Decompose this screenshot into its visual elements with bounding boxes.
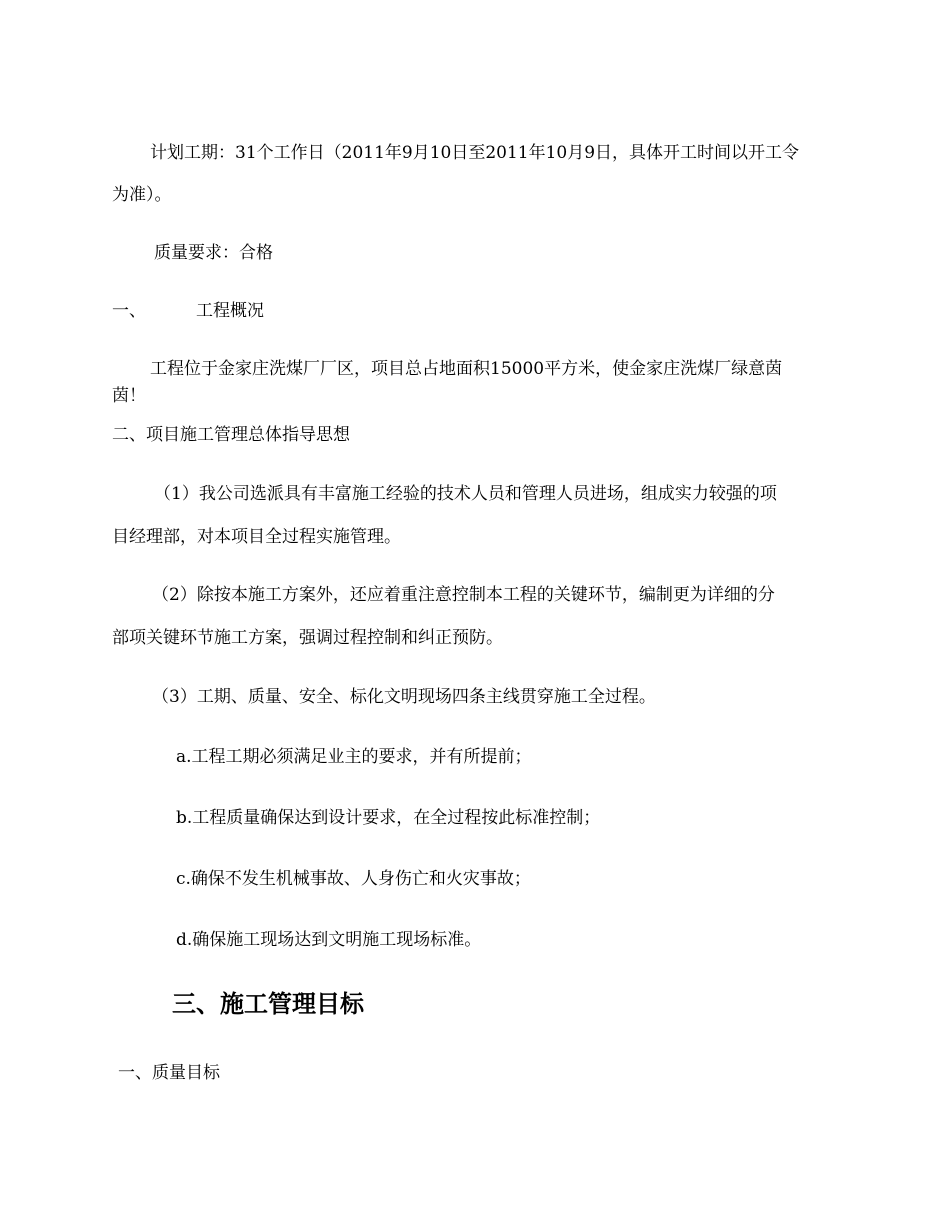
schedule-line-2: 为准）。 <box>112 185 172 205</box>
overview-line-2: 茵！ <box>112 386 146 406</box>
overview-line-1: 工程位于金家庄洗煤厂厂区，项目总占地面积15000平方米，使金家庄洗煤厂绿意茵 <box>150 359 783 379</box>
subsection-quality-target: 一、质量目标 <box>118 1063 220 1083</box>
section-3-heading: 三、施工管理目标 <box>172 989 364 1018</box>
sub-item-b: b.工程质量确保达到设计要求，在全过程按此标准控制； <box>176 808 601 828</box>
section-1-number: 一、 <box>112 301 146 321</box>
item-2-line-2: 部项关键环节施工方案，强调过程控制和纠正预防。 <box>112 628 503 648</box>
section-2-heading: 二、项目施工管理总体指导思想 <box>112 425 350 445</box>
item-3: （3）工期、质量、安全、标化文明现场四条主线贯穿施工全过程。 <box>152 687 656 707</box>
quality-requirement: 质量要求：合格 <box>154 243 273 263</box>
sub-item-a: a.工程工期必须满足业主的要求，并有所提前； <box>176 747 532 767</box>
item-2-line-1: （2）除按本施工方案外，还应着重注意控制本工程的关键环节，编制更为详细的分 <box>152 585 775 605</box>
section-1-heading <box>112 299 264 323</box>
schedule-line-1: 计划工期：31个工作日（2011年9月10日至2011年10月9日，具体开工时间以开工令 <box>150 143 800 163</box>
item-1-line-1: （1）我公司选派具有丰富施工经验的技术人员和管理人员进场，组成实力较强的项 <box>154 484 777 504</box>
section-1-title: 工程概况 <box>196 301 264 321</box>
item-1-line-2: 目经理部，对本项目全过程实施管理。 <box>112 527 401 547</box>
sub-item-d: d.确保施工现场达到文明施工现场标准。 <box>176 930 482 950</box>
sub-item-c: c.确保不发生机械事故、人身伤亡和火灾事故； <box>176 869 531 889</box>
